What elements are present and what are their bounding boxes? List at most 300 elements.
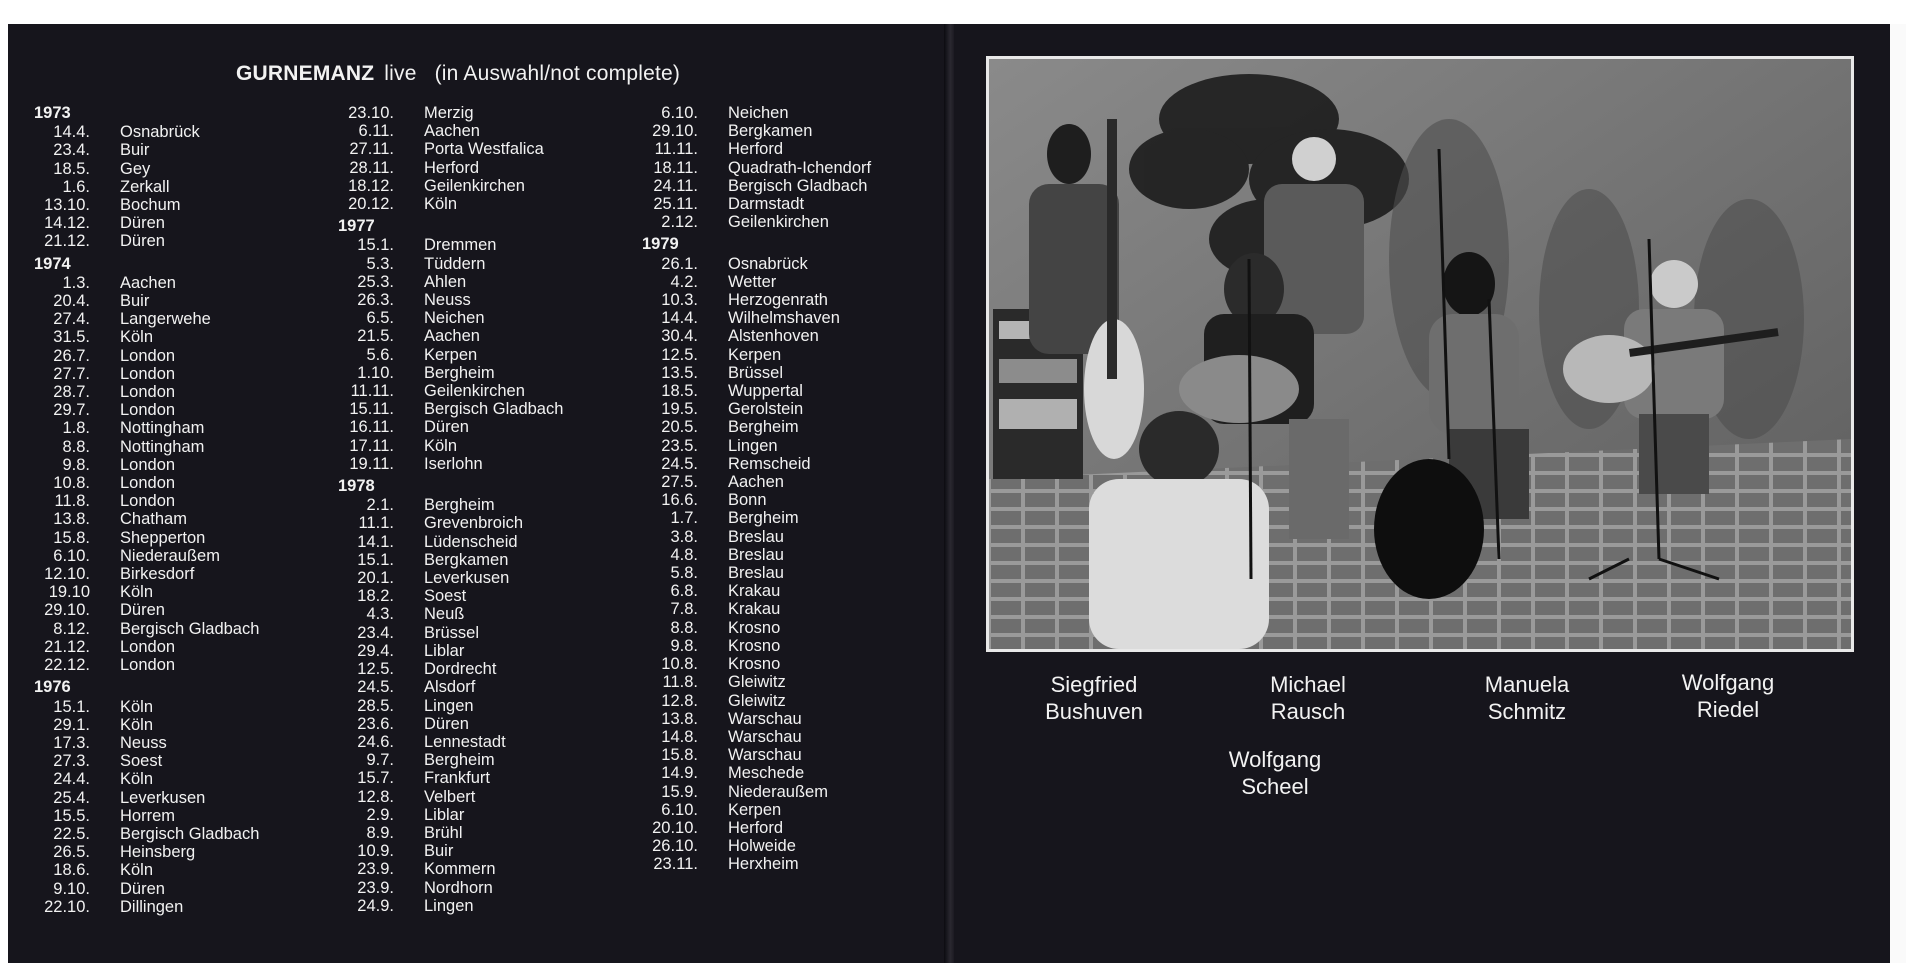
concert-row <box>642 728 942 746</box>
concert-date: 18.2. <box>357 587 394 606</box>
concert-date: 30.4. <box>661 327 698 346</box>
concert-date: 15.8. <box>53 528 90 547</box>
concert-city: Merzig <box>424 104 474 122</box>
concert-city: Düren <box>120 601 165 620</box>
concert-date: 28.11. <box>349 158 394 177</box>
concert-date: 29.7. <box>53 401 90 420</box>
concert-city: Bergkamen <box>728 122 813 141</box>
concert-city: Köln <box>120 770 154 789</box>
concert-city: Köln <box>120 583 154 602</box>
concert-date: 24.5. <box>357 678 394 697</box>
concert-city: Soest <box>120 752 163 771</box>
concert-city: Lingen <box>424 896 474 915</box>
concert-row <box>642 564 942 582</box>
caption-manuela-schmitz <box>1427 671 1627 725</box>
concert-row <box>34 656 334 674</box>
caption-last-name: Bushuven <box>1045 699 1143 724</box>
concert-row <box>338 400 638 418</box>
concert-city: Geilenkirchen <box>424 176 525 195</box>
concert-date: 3.8. <box>670 527 698 546</box>
concert-date: 19.5. <box>661 400 698 419</box>
concert-city: Langerwehe <box>120 310 211 329</box>
concert-city: Gey <box>120 159 151 178</box>
caption-first-name: Siegfried <box>1050 672 1138 697</box>
concert-row <box>338 624 638 642</box>
concert-row <box>338 255 638 273</box>
concert-city: Lingen <box>728 436 778 455</box>
concert-date: 11.1. <box>358 514 394 533</box>
concert-row <box>34 752 334 770</box>
concert-city: Aachen <box>728 473 784 492</box>
concert-row <box>338 678 638 696</box>
concert-row <box>338 697 638 715</box>
concert-date: 5.8. <box>670 564 698 583</box>
concert-date: 1.7. <box>670 509 698 528</box>
concert-date: 10.8. <box>661 655 698 674</box>
concert-city: London <box>120 492 176 511</box>
concert-date: 14.8. <box>661 727 698 746</box>
concert-city: Bergisch Gladbach <box>120 824 260 843</box>
concert-date: 21.5. <box>357 327 394 346</box>
concert-row <box>338 382 638 400</box>
concert-row <box>34 716 334 734</box>
caption-first-name: Wolfgang <box>1681 670 1775 695</box>
concert-row <box>34 638 334 656</box>
caption-last-name: Schmitz <box>1487 699 1567 724</box>
concert-date: 22.12. <box>44 656 90 675</box>
concert-row <box>642 801 942 819</box>
caption-michael-rausch <box>1208 671 1408 725</box>
concert-row <box>642 819 942 837</box>
concert-date: 5.6. <box>366 345 394 364</box>
concert-city: Kerpen <box>728 345 782 364</box>
concert-date: 27.5. <box>661 473 698 492</box>
concert-city: Bochum <box>120 196 181 215</box>
concert-date: 29.4. <box>357 641 394 660</box>
concert-row <box>338 605 638 623</box>
concert-date: 22.5. <box>53 824 90 843</box>
concert-city: Neichen <box>424 309 485 328</box>
concert-date: 21.12. <box>44 637 90 656</box>
concert-city: Krosno <box>728 655 781 674</box>
concert-date: 21.12. <box>44 232 90 251</box>
concert-date: 20.12. <box>348 195 394 214</box>
year-heading: 1974 <box>34 254 71 273</box>
concert-row <box>34 141 334 159</box>
concert-date: 23.5. <box>661 436 698 455</box>
concert-date: 13.5. <box>661 363 698 382</box>
concert-row <box>34 843 334 861</box>
concert-row <box>34 383 334 401</box>
concert-row <box>34 789 334 807</box>
concert-city: Porta Westfalica <box>424 140 544 159</box>
concert-date: 1.8. <box>62 419 90 438</box>
concert-date: 11.11. <box>350 382 394 401</box>
concert-row <box>642 418 942 436</box>
concert-date: 6.10. <box>661 800 698 819</box>
concert-date: 23.9. <box>357 860 394 879</box>
concert-city: Velbert <box>424 787 476 806</box>
concert-row <box>642 692 942 710</box>
concert-row <box>34 510 334 528</box>
concert-city: Düren <box>120 232 165 251</box>
concert-row <box>34 861 334 879</box>
concert-column-1 <box>34 104 334 916</box>
concert-date: 26.1. <box>661 254 698 273</box>
concert-row <box>642 291 942 309</box>
concert-row <box>34 547 334 565</box>
concert-row <box>338 364 638 382</box>
concert-city: Breslau <box>728 564 784 583</box>
concert-date: 10.8. <box>53 474 90 493</box>
caption-wolfgang-riedel <box>1628 669 1828 723</box>
concert-city: Holweide <box>728 837 796 856</box>
concert-date: 13.10. <box>44 196 90 215</box>
concert-city: Osnabrück <box>120 123 200 142</box>
concert-row <box>642 327 942 345</box>
concert-date: 14.12. <box>44 214 90 233</box>
concert-row <box>338 533 638 551</box>
concert-row <box>642 764 942 782</box>
concert-date: 19.11. <box>349 454 394 473</box>
year-heading: 1977 <box>338 217 375 236</box>
concert-city: Soest <box>424 587 467 606</box>
concert-date: 17.3. <box>53 733 90 752</box>
concert-date: 15.1. <box>357 550 394 569</box>
concert-row <box>34 160 334 178</box>
concert-city: Aachen <box>424 327 480 346</box>
concert-date: 9.8. <box>670 636 698 655</box>
concert-row <box>338 879 638 897</box>
concert-row <box>338 195 638 213</box>
concert-city: Kerpen <box>424 345 478 364</box>
concert-date: 23.10. <box>348 104 394 122</box>
concert-city: Liblar <box>424 641 465 660</box>
concert-city: Bergisch Gladbach <box>424 400 564 419</box>
concert-row <box>34 825 334 843</box>
concert-row <box>34 274 334 292</box>
concert-date: 8.8. <box>62 437 90 456</box>
caption-first-name: Manuela <box>1484 672 1570 697</box>
concert-city: Shepperton <box>120 528 206 547</box>
concert-row <box>642 491 942 509</box>
concert-city: Bergkamen <box>424 550 509 569</box>
concert-date: 22.10. <box>44 897 90 916</box>
concert-city: London <box>120 364 176 383</box>
concert-city: Iserlohn <box>424 454 483 473</box>
concert-city: Neuß <box>424 605 465 624</box>
concert-city: Nordhorn <box>424 878 493 897</box>
concert-row <box>642 195 942 213</box>
concert-date: 27.11. <box>349 140 394 159</box>
concert-row <box>642 159 942 177</box>
concert-date: 15.11. <box>349 400 394 419</box>
concert-city: Warschau <box>728 746 802 765</box>
concert-date: 29.10. <box>652 122 698 141</box>
concert-date: 12.5. <box>357 660 394 679</box>
concert-city: Krosno <box>728 618 781 637</box>
concert-row <box>338 291 638 309</box>
concert-city: Krakau <box>728 600 781 619</box>
concert-date: 24.9. <box>357 896 394 915</box>
concert-row <box>34 770 334 788</box>
concert-row <box>338 569 638 587</box>
concert-city: Nottingham <box>120 419 205 438</box>
concert-date: 26.7. <box>53 346 90 365</box>
concert-date: 1.10. <box>357 363 394 382</box>
concert-city: Alstenhoven <box>728 327 819 346</box>
concert-city: Ahlen <box>424 272 467 291</box>
concert-row <box>34 178 334 196</box>
concert-city: Alsdorf <box>424 678 476 697</box>
concert-date: 23.11. <box>653 855 698 874</box>
concert-row <box>642 546 942 564</box>
concert-row <box>34 492 334 510</box>
concert-city: Buir <box>120 141 150 160</box>
concert-row <box>338 122 638 140</box>
concert-row <box>34 232 334 250</box>
concert-city: Bergheim <box>424 363 495 382</box>
concert-date: 15.1. <box>53 697 90 716</box>
concert-city: Geilenkirchen <box>424 382 525 401</box>
concert-date: 15.7. <box>357 769 394 788</box>
concert-city: Herxheim <box>728 855 799 874</box>
concert-row <box>338 437 638 455</box>
concert-date: 29.1. <box>53 715 90 734</box>
concert-row <box>34 734 334 752</box>
concert-date: 28.7. <box>53 383 90 402</box>
concert-row <box>34 698 334 716</box>
concert-date: 29.10. <box>44 601 90 620</box>
concert-city: Frankfurt <box>424 769 491 788</box>
concert-date: 24.4. <box>53 770 90 789</box>
concert-city: Herford <box>728 140 784 159</box>
concert-date: 6.11. <box>358 122 394 141</box>
concert-city: Kerpen <box>728 800 782 819</box>
concert-date: 4.2. <box>670 272 698 291</box>
concert-city: Lingen <box>424 696 474 715</box>
concert-date: 12.5. <box>661 345 698 364</box>
concert-city: Aachen <box>424 122 480 141</box>
concert-date: 18.12. <box>348 176 394 195</box>
concert-city: Köln <box>120 715 154 734</box>
concert-date: 18.5. <box>53 159 90 178</box>
concert-city: Chatham <box>120 510 187 529</box>
concert-date: 12.8. <box>661 691 698 710</box>
concert-city: Neuss <box>120 733 167 752</box>
concert-city: Brühl <box>424 823 463 842</box>
concert-date: 27.4. <box>53 310 90 329</box>
title-note: (in Auswahl/not complete) <box>434 62 681 85</box>
concert-row <box>642 528 942 546</box>
band-photo <box>986 56 1854 652</box>
concert-date: 14.1. <box>357 532 394 551</box>
concert-city: Brüssel <box>728 363 784 382</box>
concert-row <box>642 455 942 473</box>
concert-column-2 <box>338 104 638 915</box>
concert-row <box>34 565 334 583</box>
concert-date: 14.4. <box>53 123 90 142</box>
year-heading: 1978 <box>338 477 375 496</box>
concert-city: Wuppertal <box>728 382 803 401</box>
concert-row <box>338 660 638 678</box>
concert-date: 5.3. <box>366 254 394 273</box>
concert-date: 24.5. <box>661 454 698 473</box>
concert-row <box>34 456 334 474</box>
concert-date: 11.11. <box>654 140 698 159</box>
concert-row <box>642 309 942 327</box>
concert-city: Brüssel <box>424 623 480 642</box>
concert-date: 15.1. <box>357 236 394 255</box>
concert-date: 9.7. <box>366 751 394 770</box>
concert-city: Leverkusen <box>120 788 206 807</box>
caption-first-name: Michael <box>1270 672 1346 697</box>
concert-city: London <box>120 455 176 474</box>
concert-city: Bonn <box>728 491 767 510</box>
scan-top-margin <box>0 0 1906 24</box>
concert-row <box>34 214 334 232</box>
concert-city: Bergheim <box>424 496 495 515</box>
concert-row <box>642 346 942 364</box>
concert-row <box>642 619 942 637</box>
concert-date: 7.8. <box>670 600 698 619</box>
concert-city: London <box>120 346 176 365</box>
concert-row <box>642 710 942 728</box>
concert-date: 12.8. <box>357 787 394 806</box>
concert-city: Düren <box>424 714 469 733</box>
concert-city: Bergheim <box>424 751 495 770</box>
concert-city: Dordrecht <box>424 660 497 679</box>
concert-city: Warschau <box>728 709 802 728</box>
concert-city: Zerkall <box>120 177 170 196</box>
concert-city: Neuss <box>424 291 471 310</box>
concert-row <box>338 418 638 436</box>
concert-date: 25.3. <box>357 272 394 291</box>
concert-city: Tüddern <box>424 254 486 273</box>
concert-city: Aachen <box>120 273 176 292</box>
concert-city: Bergheim <box>728 509 799 528</box>
concert-date: 27.7. <box>53 364 90 383</box>
concert-date: 2.9. <box>366 805 394 824</box>
concert-city: Niederaußem <box>728 782 828 801</box>
concert-city: Köln <box>120 861 154 880</box>
concert-row <box>642 255 942 273</box>
concert-row <box>338 273 638 291</box>
concert-city: Osnabrück <box>728 254 808 273</box>
title-live: live <box>384 62 417 85</box>
concert-row <box>642 273 942 291</box>
concert-row <box>338 587 638 605</box>
concert-date: 6.10. <box>661 104 698 122</box>
concert-row <box>338 309 638 327</box>
concert-row <box>642 213 942 231</box>
concert-date: 23.6. <box>357 714 394 733</box>
concert-city: Gleiwitz <box>728 673 786 692</box>
concert-row <box>642 509 942 527</box>
year-heading: 1976 <box>34 678 71 697</box>
concert-row <box>34 123 334 141</box>
concert-city: Dillingen <box>120 897 184 916</box>
concert-date: 8.12. <box>53 619 90 638</box>
concert-date: 26.10. <box>652 837 698 856</box>
concert-city: Grevenbroich <box>424 514 524 533</box>
concert-city: Düren <box>120 214 165 233</box>
concert-city: Buir <box>120 292 150 311</box>
concert-city: Bergisch Gladbach <box>728 176 868 195</box>
concert-date: 20.4. <box>53 292 90 311</box>
concert-row <box>338 751 638 769</box>
concert-city: Gerolstein <box>728 400 804 419</box>
concert-city: Horrem <box>120 806 176 825</box>
concert-city: Dremmen <box>424 236 497 255</box>
concert-row <box>642 473 942 491</box>
concert-city: Leverkusen <box>424 569 510 588</box>
concert-date: 1.3. <box>62 273 90 292</box>
concert-row <box>642 855 942 873</box>
concert-city: Bergisch Gladbach <box>120 619 260 638</box>
concert-date: 15.5. <box>53 806 90 825</box>
concert-row <box>34 196 334 214</box>
concert-city: Köln <box>120 697 154 716</box>
concert-date: 4.3. <box>366 605 394 624</box>
concert-date: 23.9. <box>357 878 394 897</box>
concert-row <box>34 807 334 825</box>
caption-siegfried-bushuven <box>994 671 1194 725</box>
concert-column-3 <box>642 104 942 874</box>
concert-date: 10.3. <box>661 291 698 310</box>
concert-date: 25.11. <box>653 195 698 214</box>
concert-row <box>642 400 942 418</box>
concert-city: London <box>120 656 176 675</box>
concert-date: 14.9. <box>661 764 698 783</box>
concert-date: 25.4. <box>53 788 90 807</box>
year-heading: 1973 <box>34 104 71 122</box>
concert-city: Darmstadt <box>728 195 805 214</box>
concert-date: 31.5. <box>53 328 90 347</box>
scan-right-margin <box>1890 24 1906 963</box>
concert-city: Nottingham <box>120 437 205 456</box>
concert-row <box>34 583 334 601</box>
concert-row <box>338 496 638 514</box>
caption-wolfgang-scheel <box>1175 746 1375 800</box>
concert-date: 4.8. <box>670 545 698 564</box>
concert-date: 9.10. <box>53 879 90 898</box>
concert-date: 16.11. <box>349 418 394 437</box>
concert-row <box>338 860 638 878</box>
year-heading: 1979 <box>642 235 679 254</box>
concert-city: Liblar <box>424 805 465 824</box>
concert-row <box>642 140 942 158</box>
concert-row <box>338 788 638 806</box>
concert-row <box>642 177 942 195</box>
concert-row <box>34 347 334 365</box>
concert-city: Lennestadt <box>424 732 506 751</box>
concert-row <box>338 327 638 345</box>
concert-city: London <box>120 401 176 420</box>
concert-city: Herford <box>728 818 784 837</box>
concert-date: 18.11. <box>653 158 698 177</box>
concert-row <box>338 159 638 177</box>
concert-city: Breslau <box>728 527 784 546</box>
concert-city: Köln <box>120 328 154 347</box>
concert-row <box>338 551 638 569</box>
band-name: GURNEMANZ <box>236 62 375 85</box>
concert-date: 8.8. <box>670 618 698 637</box>
concert-city: Herford <box>424 158 480 177</box>
concert-row <box>34 474 334 492</box>
concert-row <box>34 365 334 383</box>
concert-row <box>338 824 638 842</box>
